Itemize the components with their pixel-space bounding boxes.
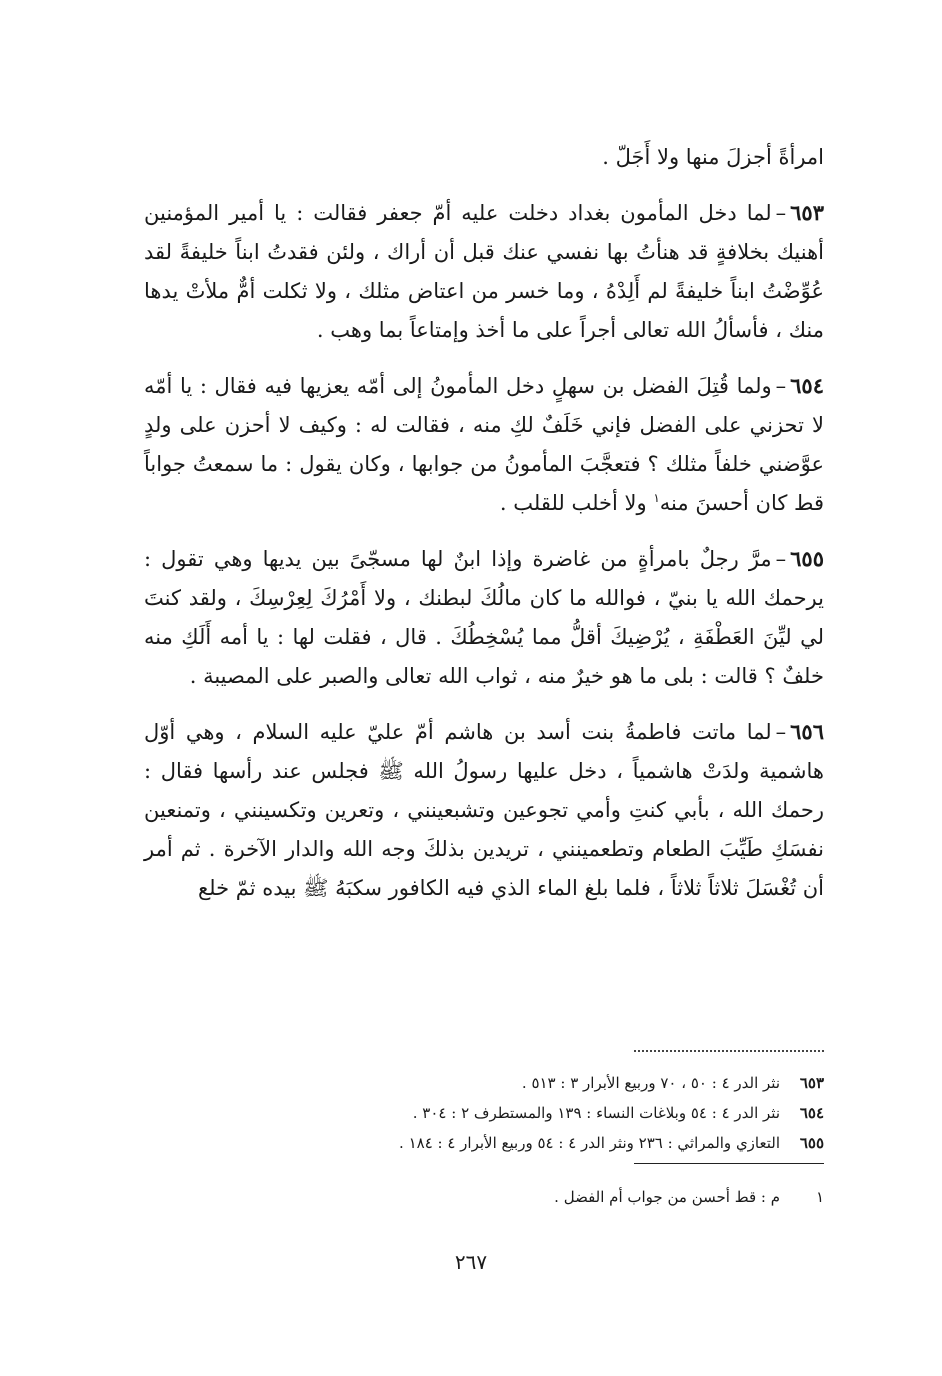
source-text: نثر الدر ٤ : ٥٠ ، ٧٠ وربيع الأبرار ٣ : ٥١٣ . bbox=[521, 1074, 780, 1092]
source-text: نثر الدر ٤ : ٥٤ وبلاغات النساء : ١٣٩ والمستطرف ٢ : ٣٠٤ . bbox=[412, 1104, 780, 1122]
footnote-text: م : قط أحسن من جواب أم الفضل . bbox=[554, 1188, 780, 1206]
dash-separator: – bbox=[775, 374, 787, 398]
paragraph-text: ولما قُتِلَ الفضل بن سهلٍ دخل المأمونُ إلى أمّه يعزيها فيه فقال : يا أمّه لا تحزني على الفضل فإني خَلَفٌ لكِ منه ، فقالت له : وكيف لا أحزن على ولدٍ عوَّضني خلفاً مثلك ؟ فتعجَّبَ المأمونُ من جوابها ، وكان يقول : ما سمعتُ جواباً قط كان أحسنَ منه bbox=[144, 374, 824, 515]
page-number: ٢٦٧ bbox=[454, 1250, 488, 1274]
source-entry bbox=[144, 1068, 824, 1098]
sources-list bbox=[144, 1068, 824, 1158]
paragraph-number: ٦٥٤ bbox=[790, 373, 824, 398]
paragraph-number: ٦٥٣ bbox=[790, 200, 824, 225]
source-number: ٦٥٤ bbox=[799, 1104, 824, 1122]
sources-divider bbox=[634, 1050, 824, 1052]
footnote bbox=[144, 1182, 824, 1212]
main-text bbox=[144, 138, 824, 908]
source-text: التعازي والمراثي : ٢٣٦ ونثر الدر ٤ : ٥٤ وربيع الأبرار ٤ : ١٨٤ . bbox=[399, 1134, 780, 1152]
paragraph-654 bbox=[144, 366, 824, 523]
paragraph-text: لما دخل المأمون بغداد دخلت عليه أمّ جعفر فقالت : يا أمير المؤمنين أهنيك بخلافةٍ قد هنأتُ بها نفسي عنك قبل أن أراك ، ولئن فقدتُ ابناً خليفةً لقد عُوِّضْتُ ابناً خليفةً لم أَلِدْهُ ، وما خسر من اعتاض مثلك ، ولا ثكلت أمٌّ ملأتْ يدها منك ، فأسألُ الله تعالى أجراً على ما أخذ وإمتاعاً بما وهب . bbox=[144, 201, 824, 342]
paragraph-653 bbox=[144, 193, 824, 350]
source-number: ٦٥٥ bbox=[799, 1134, 824, 1152]
footnote-marker: ١ bbox=[815, 1188, 824, 1206]
dash-separator: – bbox=[775, 547, 787, 571]
paragraph-text: مرَّ رجلٌ بامرأةٍ من غاضرة وإذا ابنٌ لها مسجّىً بين يديها وهي تقول : يرحمك الله يا بنيّ ، فوالله ما كان مالُكَ لبطنك ، ولا أَمْرُكَ لِعِرْسِكَ ، ولقد كنتَ لي ليِّنَ العَطْفَةِ ، يُرْضِيكَ أقلُّ مما يُسْخِطُكَ . قال ، فقلت لها : يا أمه أَلَكِ منه خلفٌ ؟ قالت : بلى ما هو خيرٌ منه ، ثواب الله تعالى والصبر على المصيبة . bbox=[144, 547, 824, 688]
paragraph-655 bbox=[144, 539, 824, 696]
footnote-reference[interactable]: ١ bbox=[653, 491, 660, 505]
paragraph-text-after: ولا أخلب للقلب . bbox=[499, 491, 654, 515]
paragraph-number: ٦٥٦ bbox=[790, 719, 824, 744]
source-number: ٦٥٣ bbox=[799, 1074, 824, 1092]
paragraph-text: امرأةً أجزلَ منها ولا أَجَلّ . bbox=[602, 145, 824, 169]
source-entry bbox=[144, 1128, 824, 1158]
dash-separator: – bbox=[775, 201, 787, 225]
dash-separator: – bbox=[775, 720, 787, 744]
source-entry bbox=[144, 1098, 824, 1128]
paragraph-text: لما ماتت فاطمةُ بنت أسد بن هاشم أمّ عليّ عليه السلام ، وهي أوّل هاشمية ولدَتْ هاشمياً ، دخل عليها رسولُ الله ﷺ فجلس عند رأسها فقال : رحمك الله ، بأبي كنتِ وأمي تجوعين وتشبعينني ، وتعرين وتكسينني ، وتمنعين نفسَكِ طَيِّبَ الطعام وتطعمينني ، تريدين بذلكَ وجه الله والدار الآخرة . ثم أمر أن تُغْسَلَ ثلاثاً ثلاثاً ، فلما بلغ الماء الذي فيه الكافور سكبَهُ ﷺ بيده ثمّ خلع bbox=[144, 720, 824, 900]
paragraph-656 bbox=[144, 712, 824, 908]
paragraph-number: ٦٥٥ bbox=[790, 546, 824, 571]
paragraph-continuation bbox=[144, 138, 824, 177]
footnote-divider bbox=[634, 1163, 824, 1164]
